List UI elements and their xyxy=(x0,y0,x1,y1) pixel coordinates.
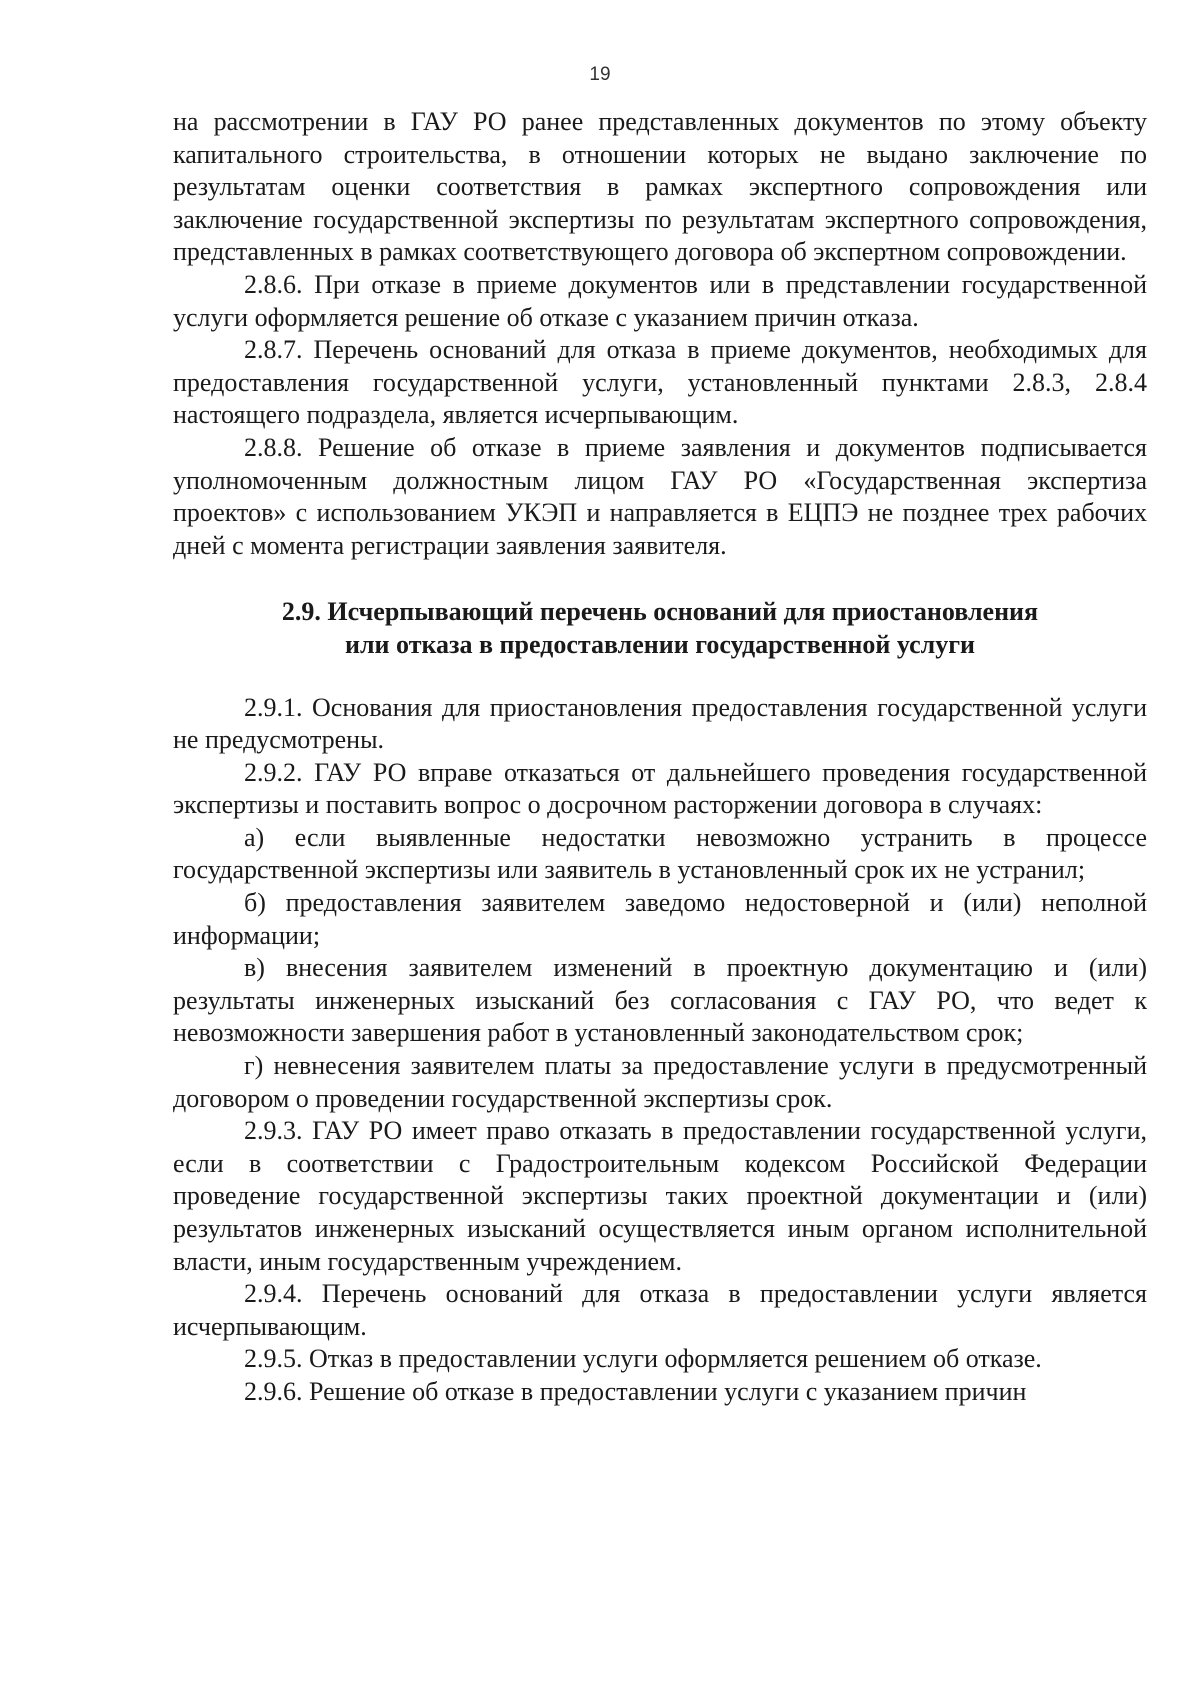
list-item-a: а) если выявленные недостатки невозможно устранить в процессе государственной экспертизы или заявитель в установленный срок их не устранил; xyxy=(173,822,1147,885)
paragraph-2-9-3: 2.9.3. ГАУ РО имеет право отказать в предоставлении государственной услуги, если в соответствии с Градостроительным кодексом Российской Федерации проведение государственной экспертизы таких проектной документации и (или) результатов инженерных изысканий осуществляется иным органом исполнительной власти, иным государственным учреждением. xyxy=(173,1116,1147,1276)
paragraph-2-9-1: 2.9.1. Основания для приостановления предоставления государственной услуги не предусмотрены. xyxy=(173,692,1147,755)
list-item-g: г) невнесения заявителем платы за предоставление услуги в предусмотренный договором о проведении государственной экспертизы срок. xyxy=(173,1051,1147,1113)
list-item-v: в) внесения заявителем изменений в проектную документацию и (или) результаты инженерных изысканий без согласования с ГАУ РО, что ведет к невозможности завершения работ в установленный законодательством срок; xyxy=(173,953,1147,1048)
paragraph-continuation: на рассмотрении в ГАУ РО ранее представленных документов по этому объекту капитального строительства, в отношении которых не выдано заключение по результатам оценки соответствия в рамках экспертного сопровождения или заключение государственной экспертизы по результатам экспертного сопровождения, представленных в рамках соответствующего договора об экспертном сопровождении. xyxy=(173,107,1147,267)
paragraph-2-9-2: 2.9.2. ГАУ РО вправе отказаться от дальнейшего проведения государственной экспертизы и поставить вопрос о досрочном расторжении договора в случаях: xyxy=(173,757,1147,820)
paragraph-2-8-7: 2.8.7. Перечень оснований для отказа в приеме документов, необходимых для предоставления государственной услуги, установленный пунктами 2.8.3, 2.8.4 настоящего подраздела, является исчерпывающим. xyxy=(173,335,1147,430)
section-heading-line-1: 2.9. Исчерпывающий перечень оснований для приостановления xyxy=(281,597,1039,627)
paragraph-2-9-5: 2.9.5. Отказ в предоставлении услуги оформляется решением об отказе. xyxy=(244,1344,1042,1374)
paragraph-2-8-8: 2.8.8. Решение об отказе в приеме заявления и документов подписывается уполномоченным должностным лицом ГАУ РО «Государственная экспертиза проектов» с использованием УКЭП и направляется в ЕЦПЭ не позднее трех рабочих дней с момента регистрации заявления заявителя. xyxy=(173,432,1147,560)
paragraph-2-8-6: 2.8.6. При отказе в приеме документов или в представлении государственной услуги оформляется решение об отказе с указанием причин отказа. xyxy=(173,269,1147,332)
paragraph-2-9-4: 2.9.4. Перечень оснований для отказа в предоставлении услуги является исчерпывающим. xyxy=(173,1279,1147,1341)
section-heading-2-9 xyxy=(173,596,1147,661)
section-heading-line-2: или отказа в предоставлении государственной услуги xyxy=(344,629,976,659)
paragraph-2-9-6: 2.9.6. Решение об отказе в предоставлении услуги с указанием причин xyxy=(244,1376,1027,1406)
page-number: 19 xyxy=(589,64,611,85)
list-item-b: б) предоставления заявителем заведомо недостоверной и (или) неполной информации; xyxy=(173,888,1147,950)
document-body xyxy=(173,106,1147,1409)
